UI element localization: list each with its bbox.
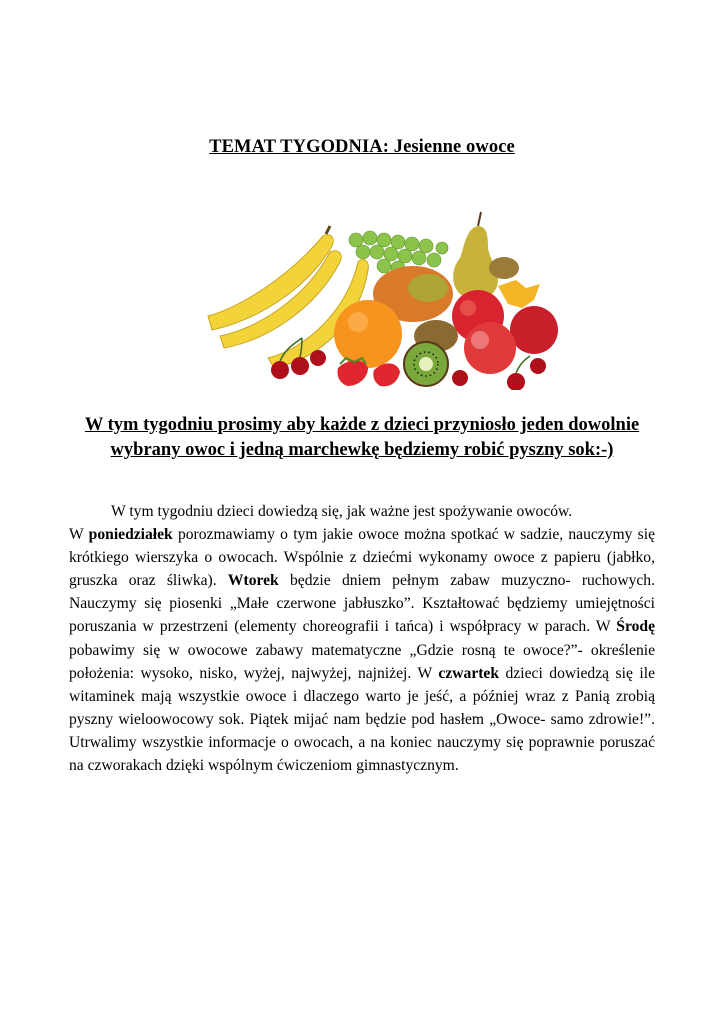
fruit-illustration <box>198 208 568 390</box>
week-plan-paragraph <box>69 500 655 777</box>
thursday-friday-text: dzieci dowiedzą się ile witaminek mają wszystkie owoce i dlaczego warto je jeść, a później wraz z Panią zrobią pyszny wieloowocowy sok. Piątek mijać nam będzie pod hasłem „Owoce- samo zdrowie!”. Utrwalimy wszystkie informacje o owocach, a na koniec nauczymy się poprawnie poruszać na czworakach dzięki wspólnym ćwiczeniom gimnastycznym. <box>69 664 655 775</box>
day-wednesday: Środę <box>616 618 655 636</box>
request-line-1: W tym tygodniu prosimy aby każde z dzieci przyniosło jeden dowolnie <box>84 415 640 435</box>
day-tuesday: Wtorek <box>227 572 279 590</box>
orange-image <box>334 300 402 368</box>
starfruit-image <box>498 280 540 308</box>
monday-text: porozmawiamy o tym jakie owoce można spotkać w sadzie, nauczymy się krótkiego wierszyka o owocach. Wspólnie z dziećmi wykonamy owoce z papieru (jabłko, gruszka oraz śliwka). <box>69 526 655 590</box>
page-title: TEMAT TYGODNIA: Jesienne owoce <box>209 137 515 157</box>
parent-request <box>62 413 662 463</box>
intro-sentence: W tym tygodniu dzieci dowiedzą się, jak ważne jest spożywanie owoców. <box>111 503 573 520</box>
kiwi-whole-image <box>489 257 519 279</box>
day-monday: poniedziałek <box>88 526 173 544</box>
day-thursday: czwartek <box>438 664 500 682</box>
pear-image <box>453 212 498 300</box>
monday-prefix: W <box>69 526 89 544</box>
kiwi-slice-image <box>404 342 448 386</box>
wednesday-text: pobawimy się w owocowe zabawy matematyczne „Gdzie rosną te owoce?”- określenie położenia: wysoko, nisko, wyżej, najwyżej, najniżej. W <box>69 641 655 682</box>
request-line-2: wybrany owoc i jedną marchewkę będziemy robić pyszny sok:-) <box>110 440 614 460</box>
tuesday-text: będzie dniem pełnym zabaw muzyczno- ruchowych. Nauczymy się piosenki „Małe czerwone jabłuszko”. Kształtować będziemy umiejętności poruszania w przestrzeni (elementy choreografii i tańca) i współpracy w parach. W <box>69 572 655 636</box>
